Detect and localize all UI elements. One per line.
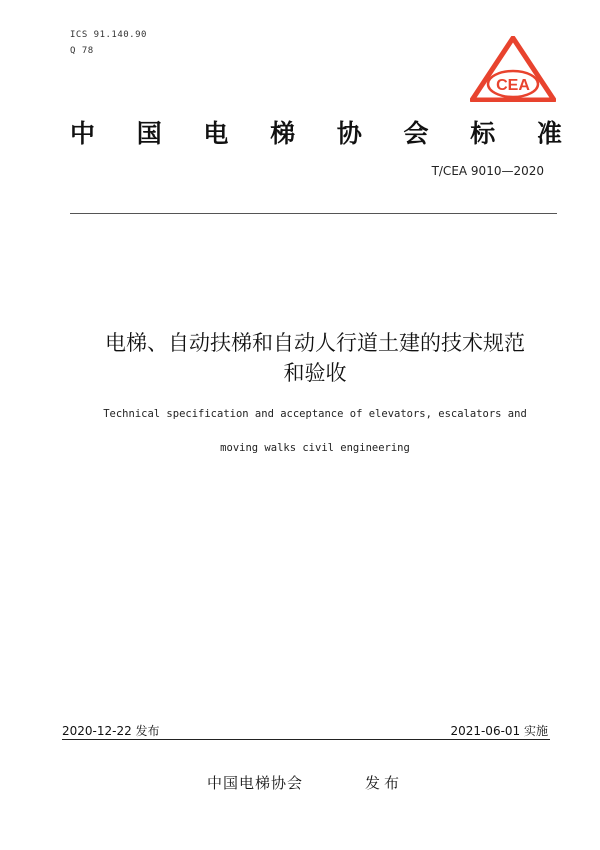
standard-number: T/CEA 9010—2020 (431, 164, 544, 178)
org-title-char: 准 (536, 119, 562, 148)
org-title-char: 标 (470, 119, 496, 148)
org-title-char: 梯 (270, 119, 296, 148)
document-title-cn (50, 328, 580, 388)
org-title-char: 中 (70, 119, 96, 148)
org-title-char: 电 (203, 119, 229, 148)
cea-logo (470, 36, 556, 102)
title-cn-line-1: 电梯、自动扶梯和自动人行道土建的技术规范 (105, 331, 525, 355)
org-title-char: 国 (136, 119, 162, 148)
ics-code: ICS 91.140.90 (70, 30, 147, 40)
issue-date: 2020-12-22 发布 (62, 724, 160, 738)
org-title-char: 会 (403, 119, 429, 148)
org-title-char: 协 (336, 119, 362, 148)
document-title-en (50, 397, 580, 465)
top-divider (70, 213, 557, 214)
organization-standard-title (70, 114, 562, 150)
publisher-name: 中国电梯协会 (207, 774, 304, 792)
title-en-line-1: Technical specification and acceptance of elevators, escalators and (103, 408, 527, 420)
title-cn-line-2: 和验收 (283, 361, 347, 385)
implementation-date: 2021-06-01 实施 (450, 724, 548, 738)
bottom-divider (62, 739, 550, 740)
ccs-code: Q 78 (70, 46, 94, 56)
cea-logo-icon (470, 36, 556, 102)
title-en-line-2: moving walks civil engineering (220, 442, 410, 454)
logo-text: CEA (496, 77, 530, 94)
publish-label: 发布 (365, 774, 404, 792)
